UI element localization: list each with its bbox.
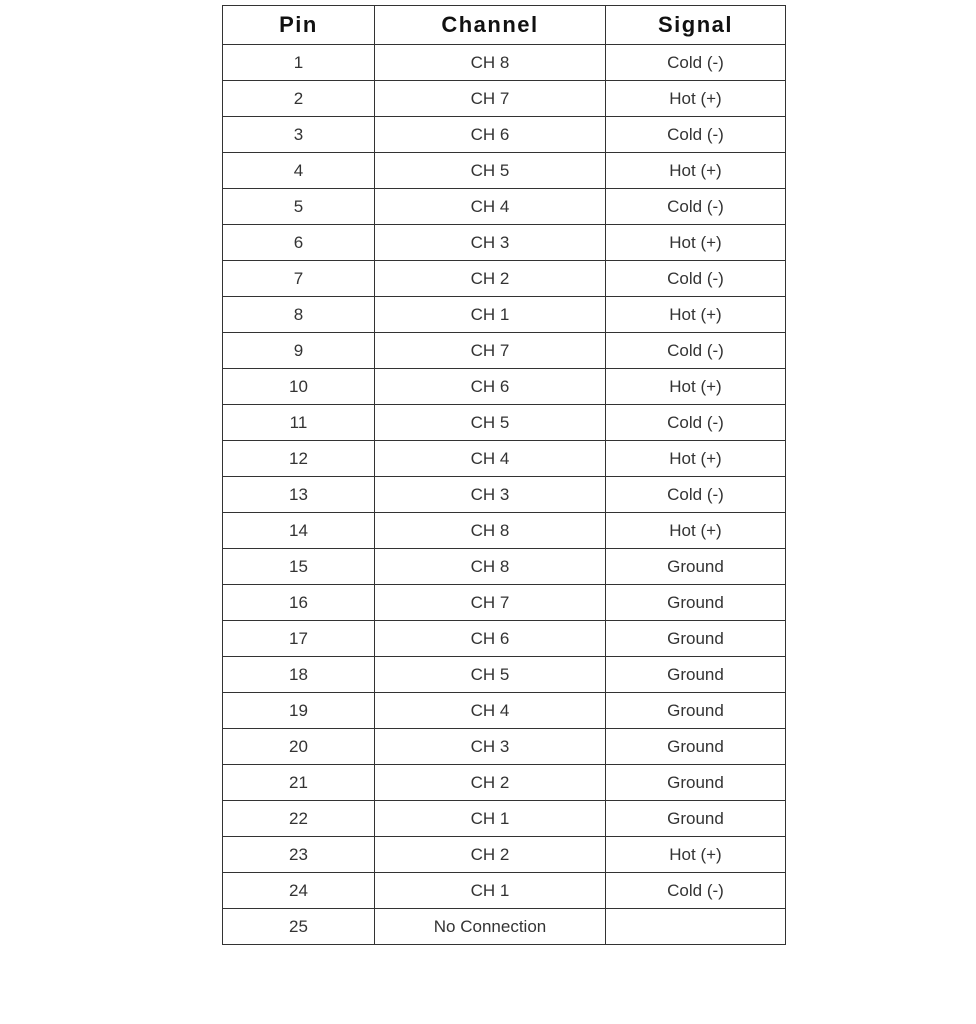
table-row: [223, 837, 786, 873]
signal-cell: Hot (+): [606, 153, 786, 189]
channel-cell: CH 7: [375, 81, 606, 117]
table-row: [223, 261, 786, 297]
pin-cell: 1: [223, 45, 375, 81]
channel-cell: CH 1: [375, 297, 606, 333]
signal-cell: Ground: [606, 621, 786, 657]
signal-cell: [606, 909, 786, 945]
pin-cell: 9: [223, 333, 375, 369]
channel-cell: CH 5: [375, 153, 606, 189]
pin-cell: 19: [223, 693, 375, 729]
table-row: [223, 441, 786, 477]
table-row: [223, 801, 786, 837]
table-row: [223, 405, 786, 441]
signal-cell: Hot (+): [606, 297, 786, 333]
channel-cell: CH 4: [375, 693, 606, 729]
channel-cell: CH 5: [375, 657, 606, 693]
pin-cell: 8: [223, 297, 375, 333]
signal-cell: Cold (-): [606, 117, 786, 153]
signal-cell: Hot (+): [606, 837, 786, 873]
channel-cell: CH 2: [375, 765, 606, 801]
channel-cell: CH 2: [375, 261, 606, 297]
signal-cell: Ground: [606, 801, 786, 837]
table-row: [223, 909, 786, 945]
signal-column-header: Signal: [606, 6, 786, 45]
channel-cell: CH 6: [375, 621, 606, 657]
pinout-table: [222, 5, 786, 945]
channel-cell: CH 2: [375, 837, 606, 873]
signal-cell: Hot (+): [606, 441, 786, 477]
pin-cell: 24: [223, 873, 375, 909]
header-row: [223, 6, 786, 45]
signal-cell: Cold (-): [606, 873, 786, 909]
channel-cell: CH 1: [375, 873, 606, 909]
channel-cell: CH 8: [375, 45, 606, 81]
pin-cell: 3: [223, 117, 375, 153]
signal-cell: Cold (-): [606, 405, 786, 441]
table-row: [223, 297, 786, 333]
table-row: [223, 225, 786, 261]
signal-cell: Ground: [606, 693, 786, 729]
pin-cell: 2: [223, 81, 375, 117]
pin-cell: 4: [223, 153, 375, 189]
signal-cell: Hot (+): [606, 513, 786, 549]
signal-cell: Ground: [606, 765, 786, 801]
channel-cell: CH 7: [375, 333, 606, 369]
pin-cell: 14: [223, 513, 375, 549]
signal-cell: Ground: [606, 585, 786, 621]
table-row: [223, 333, 786, 369]
channel-cell: CH 8: [375, 513, 606, 549]
table-body: [223, 45, 786, 945]
table-row: [223, 45, 786, 81]
table-row: [223, 117, 786, 153]
table-row: [223, 477, 786, 513]
signal-cell: Ground: [606, 657, 786, 693]
channel-column-header: Channel: [375, 6, 606, 45]
pin-cell: 17: [223, 621, 375, 657]
table-row: [223, 657, 786, 693]
channel-cell: CH 3: [375, 225, 606, 261]
table-row: [223, 369, 786, 405]
channel-cell: CH 8: [375, 549, 606, 585]
channel-cell: CH 3: [375, 477, 606, 513]
table-row: [223, 513, 786, 549]
channel-cell: CH 7: [375, 585, 606, 621]
signal-cell: Cold (-): [606, 477, 786, 513]
pin-cell: 6: [223, 225, 375, 261]
channel-cell: CH 3: [375, 729, 606, 765]
channel-cell: No Connection: [375, 909, 606, 945]
channel-cell: CH 4: [375, 441, 606, 477]
table-row: [223, 765, 786, 801]
signal-cell: Cold (-): [606, 45, 786, 81]
table-row: [223, 81, 786, 117]
pin-cell: 23: [223, 837, 375, 873]
pin-cell: 12: [223, 441, 375, 477]
channel-cell: CH 4: [375, 189, 606, 225]
table-row: [223, 549, 786, 585]
pin-cell: 11: [223, 405, 375, 441]
table-row: [223, 189, 786, 225]
table-row: [223, 693, 786, 729]
pin-cell: 22: [223, 801, 375, 837]
pin-cell: 18: [223, 657, 375, 693]
pin-cell: 5: [223, 189, 375, 225]
pin-cell: 15: [223, 549, 375, 585]
channel-cell: CH 5: [375, 405, 606, 441]
pin-cell: 16: [223, 585, 375, 621]
signal-cell: Ground: [606, 549, 786, 585]
pin-cell: 10: [223, 369, 375, 405]
table-row: [223, 153, 786, 189]
channel-cell: CH 6: [375, 369, 606, 405]
signal-cell: Hot (+): [606, 81, 786, 117]
pin-cell: 21: [223, 765, 375, 801]
table-row: [223, 873, 786, 909]
pin-cell: 7: [223, 261, 375, 297]
signal-cell: Cold (-): [606, 189, 786, 225]
table-row: [223, 729, 786, 765]
signal-cell: Ground: [606, 729, 786, 765]
table-row: [223, 585, 786, 621]
pin-cell: 25: [223, 909, 375, 945]
channel-cell: CH 1: [375, 801, 606, 837]
signal-cell: Hot (+): [606, 369, 786, 405]
pin-cell: 13: [223, 477, 375, 513]
signal-cell: Cold (-): [606, 261, 786, 297]
pin-cell: 20: [223, 729, 375, 765]
pin-column-header: Pin: [223, 6, 375, 45]
table-row: [223, 621, 786, 657]
channel-cell: CH 6: [375, 117, 606, 153]
signal-cell: Cold (-): [606, 333, 786, 369]
signal-cell: Hot (+): [606, 225, 786, 261]
